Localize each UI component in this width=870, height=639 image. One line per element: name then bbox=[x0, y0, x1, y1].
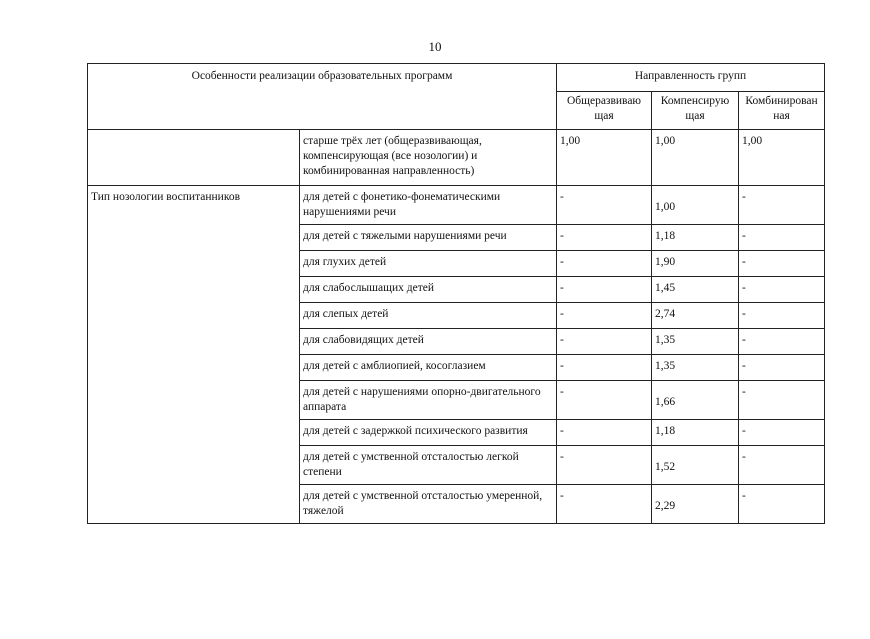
combined-value: - bbox=[739, 329, 825, 355]
combined-value: - bbox=[739, 303, 825, 329]
compensating-value: 2,29 bbox=[652, 485, 739, 524]
compensating-value: 1,18 bbox=[652, 420, 739, 446]
col-combined-header: Комбинирован ная bbox=[739, 92, 825, 130]
row-description: для слабослышащих детей bbox=[300, 277, 557, 303]
general-value: - bbox=[557, 420, 652, 446]
col-general-header: Общеразвиваю щая bbox=[557, 92, 652, 130]
row-description: для детей с фонетико-фонематическими нарушениями речи bbox=[300, 186, 557, 225]
combined-value: - bbox=[739, 225, 825, 251]
combined-value: - bbox=[739, 420, 825, 446]
combined-value: - bbox=[739, 355, 825, 381]
combined-value: - bbox=[739, 381, 825, 420]
row-description: старше трёх лет (общеразвивающая, компенсирующая (все нозологии) и комбинированная направленность) bbox=[300, 130, 557, 186]
general-value: - bbox=[557, 251, 652, 277]
general-value: - bbox=[557, 303, 652, 329]
general-value: - bbox=[557, 329, 652, 355]
general-value: - bbox=[557, 381, 652, 420]
combined-value: - bbox=[739, 485, 825, 524]
header-row bbox=[88, 64, 825, 92]
col-compensating-header: Компенсирую щая bbox=[652, 92, 739, 130]
page-number: 10 bbox=[428, 39, 442, 54]
compensating-value: 1,45 bbox=[652, 277, 739, 303]
nosology-label: Тип нозологии воспитанников bbox=[88, 186, 300, 524]
general-value: - bbox=[557, 485, 652, 524]
coefficients-table bbox=[87, 63, 825, 524]
combined-value: - bbox=[739, 251, 825, 277]
compensating-value: 1,35 bbox=[652, 329, 739, 355]
row-description: для детей с задержкой психического развития bbox=[300, 420, 557, 446]
compensating-value: 1,90 bbox=[652, 251, 739, 277]
table-row bbox=[88, 186, 825, 225]
combined-value: - bbox=[739, 277, 825, 303]
general-value: - bbox=[557, 355, 652, 381]
row-description: для детей с умственной отсталостью легкой степени bbox=[300, 446, 557, 485]
row-description: для детей с тяжелыми нарушениями речи bbox=[300, 225, 557, 251]
compensating-value: 1,35 bbox=[652, 355, 739, 381]
compensating-value: 1,52 bbox=[652, 446, 739, 485]
compensating-value: 2,74 bbox=[652, 303, 739, 329]
general-value: - bbox=[557, 446, 652, 485]
row-description: для глухих детей bbox=[300, 251, 557, 277]
general-value: - bbox=[557, 277, 652, 303]
general-value: - bbox=[557, 186, 652, 225]
features-header: Особенности реализации образовательных программ bbox=[88, 64, 557, 130]
compensating-value: 1,00 bbox=[652, 130, 739, 186]
compensating-value: 1,66 bbox=[652, 381, 739, 420]
combined-value: - bbox=[739, 446, 825, 485]
general-value: 1,00 bbox=[557, 130, 652, 186]
empty-cell bbox=[88, 130, 300, 186]
row-description: для детей с амблиопией, косоглазием bbox=[300, 355, 557, 381]
combined-value: - bbox=[739, 186, 825, 225]
row-description: для слепых детей bbox=[300, 303, 557, 329]
row-description: для слабовидящих детей bbox=[300, 329, 557, 355]
combined-value: 1,00 bbox=[739, 130, 825, 186]
nosology-rows bbox=[88, 186, 825, 524]
compensating-value: 1,18 bbox=[652, 225, 739, 251]
compensating-value: 1,00 bbox=[652, 186, 739, 225]
general-value: - bbox=[557, 225, 652, 251]
row-description: для детей с умственной отсталостью умеренной, тяжелой bbox=[300, 485, 557, 524]
direction-header: Направленность групп bbox=[557, 64, 825, 92]
row-description: для детей с нарушениями опорно-двигательного аппарата bbox=[300, 381, 557, 420]
table-row bbox=[88, 130, 825, 186]
